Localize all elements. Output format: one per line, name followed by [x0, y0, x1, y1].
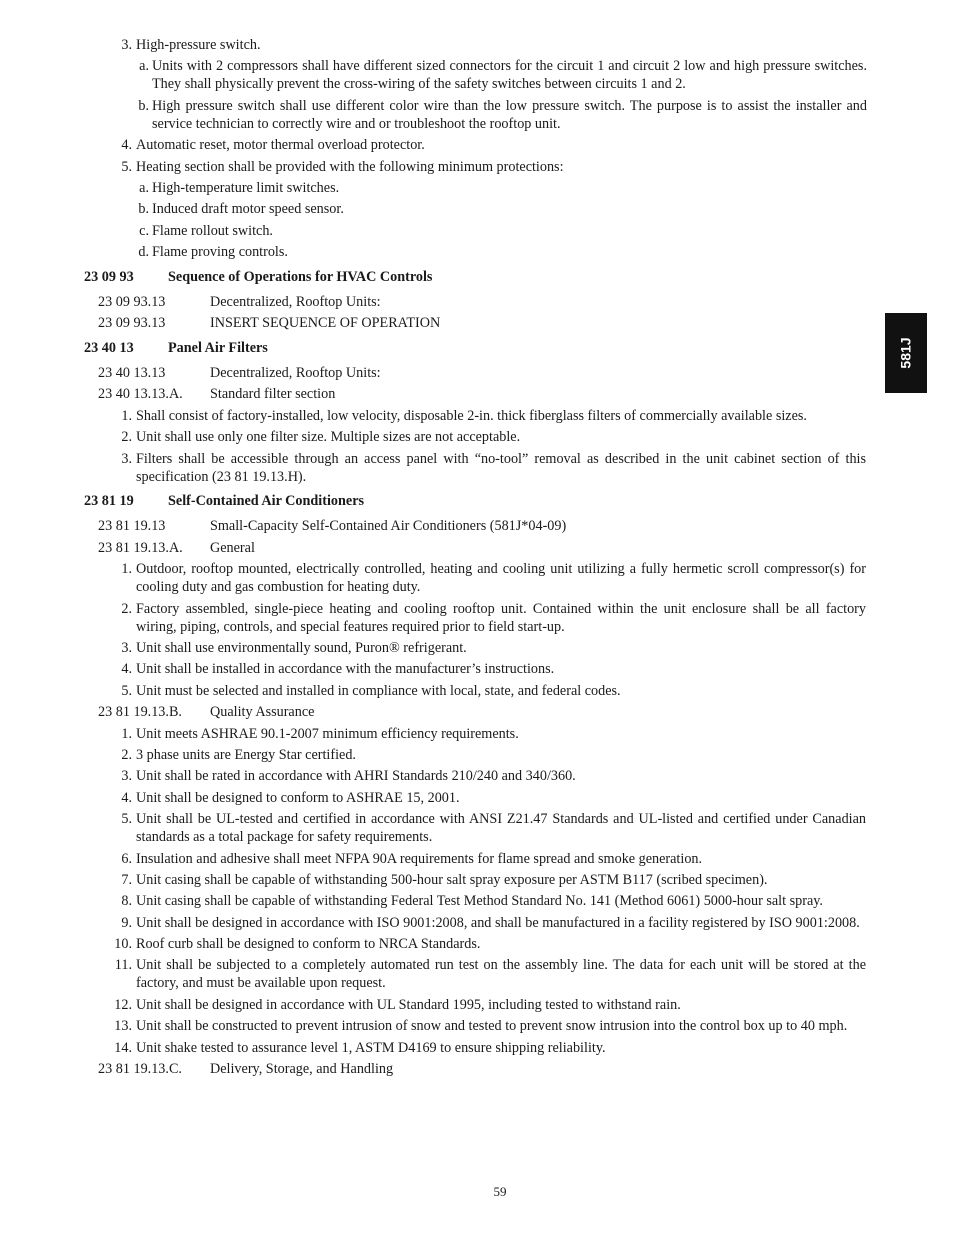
item-number: 2. [121, 600, 132, 617]
numbered-item [0, 746, 954, 764]
item-text: Unit shall be designed to conform to ASHRAE 15, 2001. [136, 789, 460, 806]
item-text: Shall consist of factory‑installed, low velocity, disposable 2‑in. thick fiberglass filters of commercially available sizes. [136, 407, 807, 424]
lettered-item [0, 57, 954, 93]
section-heading [0, 339, 954, 357]
numbered-item [0, 560, 954, 596]
subsection-code: 23 81 19.13.C. [98, 1061, 182, 1078]
item-text: Unit shall be installed in accordance with the manufacturer’s instructions. [136, 661, 555, 678]
numbered-item [0, 996, 954, 1014]
item-number: 11. [114, 957, 132, 974]
section-code: 23 40 13 [84, 339, 134, 356]
numbered-item [0, 1017, 954, 1035]
numbered-item [0, 789, 954, 807]
section-code: 23 81 19 [84, 493, 134, 510]
subsection-code: 23 81 19.13 [98, 518, 166, 535]
lettered-item [0, 200, 954, 218]
item-number: 3. [121, 37, 132, 53]
page-number: 59 [493, 1184, 507, 1199]
numbered-item [0, 1039, 954, 1057]
numbered-item [0, 725, 954, 743]
numbered-item [0, 935, 954, 953]
item-text: High‑temperature limit switches. [152, 179, 340, 196]
item-text: High‑pressure switch. [136, 37, 261, 53]
item-text: High pressure switch shall use different color wire than the low pressure switch. The purpose is to assist the installer and service technician to correctly wire and or troubleshoot the rooftop unit. [152, 97, 867, 132]
section-heading [0, 268, 954, 286]
item-text: Unit shake tested to assurance level 1, ASTM D4169 to ensure shipping reliability. [136, 1039, 606, 1056]
item-number: 1. [121, 561, 132, 578]
section-code: 23 09 93 [84, 268, 134, 285]
item-number: 3. [121, 768, 132, 785]
item-number: 3. [121, 450, 132, 467]
numbered-item [0, 682, 954, 700]
subsection-code: 23 09 93.13 [98, 293, 166, 310]
item-text: Heating section shall be provided with the following minimum protections: [136, 158, 564, 175]
item-number: 5. [121, 682, 132, 699]
subsection-code: 23 40 13.13.A. [98, 386, 183, 403]
item-text: Unit must be selected and installed in compliance with local, state, and federal codes. [136, 682, 621, 699]
item-text: Unit shall be designed in accordance with ISO 9001:2008, and shall be manufactured in a facility registered by ISO 9001:2008. [136, 914, 860, 931]
item-text: Roof curb shall be designed to conform to NRCA Standards. [136, 936, 481, 953]
numbered-item [0, 639, 954, 657]
item-number: 7. [121, 871, 132, 888]
lettered-item [0, 222, 954, 240]
subsection-title: General [210, 539, 255, 556]
item-number: 5. [121, 811, 132, 828]
item-text: Factory assembled, single‑piece heating and cooling rooftop unit. Contained within the unit enclosure shall be all factory wiring, piping, controls, and special features required prior to field start‑up. [136, 600, 866, 635]
item-number: 1. [121, 725, 132, 742]
subsection-heading [0, 364, 954, 382]
item-text: Unit shall be subjected to a completely automated run test on the assembly line. The data for each unit will be stored at the factory, and must be available upon request. [136, 957, 866, 992]
side-tab-label: 581J [898, 337, 914, 369]
item-number: 2. [121, 429, 132, 446]
numbered-item [0, 871, 954, 889]
subsection-heading [0, 1060, 954, 1078]
item-number: 14. [114, 1039, 132, 1056]
lettered-item [0, 97, 954, 133]
subsection-heading [0, 539, 954, 557]
numbered-item [0, 450, 954, 486]
item-text: Flame rollout switch. [152, 222, 273, 239]
item-number: 10. [114, 936, 132, 953]
section-heading [0, 492, 954, 510]
subsection-title: INSERT SEQUENCE OF OPERATION [210, 315, 441, 332]
subsection-code: 23 40 13.13 [98, 365, 166, 382]
item-text: Unit shall use environmentally sound, Puron® refrigerant. [136, 639, 467, 656]
item-number: 4. [121, 789, 132, 806]
subsection-code: 23 81 19.13.A. [98, 539, 183, 556]
numbered-item [0, 407, 954, 425]
numbered-item [0, 660, 954, 678]
subsection-title: Delivery, Storage, and Handling [210, 1061, 394, 1078]
lettered-item [0, 243, 954, 261]
numbered-item [0, 158, 954, 176]
item-text: Unit shall be constructed to prevent intrusion of snow and tested to prevent snow intrusion into the control box up to 40 mph. [136, 1018, 848, 1035]
side-tab-model [885, 313, 927, 393]
subsection-heading [0, 703, 954, 721]
item-number: 5. [121, 158, 132, 175]
subsection-title: Decentralized, Rooftop Units: [210, 293, 381, 310]
item-number: 2. [121, 746, 132, 763]
item-text: 3 phase units are Energy Star certified. [136, 746, 356, 763]
item-number: b. [138, 201, 149, 218]
item-text: Unit shall be designed in accordance with UL Standard 1995, including tested to withstand rain. [136, 996, 681, 1013]
item-number: a. [139, 179, 149, 196]
subsection-title: Quality Assurance [210, 704, 315, 721]
subsection-heading [0, 314, 954, 332]
numbered-item [0, 914, 954, 932]
spec-document [0, 36, 954, 1081]
numbered-item [0, 428, 954, 446]
item-text: Unit casing shall be capable of withstanding 500‑hour salt spray exposure per ASTM B117 (scribed specimen). [136, 871, 768, 888]
item-text: Unit casing shall be capable of withstanding Federal Test Method Standard No. 141 (Method 6061) 5000‑hour salt spray. [136, 893, 823, 910]
item-text: Insulation and adhesive shall meet NFPA 90A requirements for flame spread and smoke generation. [136, 850, 703, 867]
subsection-code: 23 09 93.13 [98, 315, 166, 332]
item-number: b. [138, 97, 149, 114]
numbered-item [0, 767, 954, 785]
item-number: d. [138, 244, 149, 261]
item-text: Flame proving controls. [152, 244, 288, 261]
numbered-item [0, 850, 954, 868]
item-text: Filters shall be accessible through an access panel with “no‑tool” removal as described in the unit cabinet section of this specification (23 81 19.13.H). [136, 450, 866, 485]
item-text: Unit shall be rated in accordance with AHRI Standards 210/240 and 340/360. [136, 768, 576, 785]
section-title: Self‑Contained Air Conditioners [168, 493, 365, 510]
item-text: Units with 2 compressors shall have different sized connectors for the circuit 1 and circuit 2 low and high pressure switches. They shall physically prevent the cross‑wiring of the safety switches between circuits 1 and 2. [152, 58, 867, 93]
subsection-heading [0, 293, 954, 311]
section-title: Sequence of Operations for HVAC Controls [168, 268, 433, 285]
item-number: 4. [121, 661, 132, 678]
item-number: 12. [114, 996, 132, 1013]
subsection-code: 23 81 19.13.B. [98, 704, 182, 721]
item-number: 9. [121, 914, 132, 931]
numbered-item [0, 36, 954, 54]
item-number: 13. [114, 1018, 132, 1035]
item-text: Unit meets ASHRAE 90.1‑2007 minimum efficiency requirements. [136, 725, 519, 742]
numbered-item [0, 892, 954, 910]
subsection-heading [0, 385, 954, 403]
item-number: 8. [121, 893, 132, 910]
item-number: c. [139, 222, 149, 239]
item-number: 6. [121, 850, 132, 867]
item-text: Unit shall use only one filter size. Multiple sizes are not acceptable. [136, 429, 521, 446]
numbered-item [0, 810, 954, 846]
item-number: a. [139, 58, 149, 75]
item-number: 1. [121, 407, 132, 424]
lettered-item [0, 179, 954, 197]
numbered-item [0, 956, 954, 992]
item-text: Induced draft motor speed sensor. [152, 201, 344, 218]
numbered-item [0, 600, 954, 636]
section-title: Panel Air Filters [168, 339, 268, 356]
subsection-title: Decentralized, Rooftop Units: [210, 365, 381, 382]
item-text: Unit shall be UL‑tested and certified in accordance with ANSI Z21.47 Standards and UL‑listed and certified under Canadian standards as a total package for safety requirements. [136, 811, 866, 846]
item-text: Outdoor, rooftop mounted, electrically controlled, heating and cooling unit utilizing a fully hermetic scroll compressor(s) for cooling duty and gas combustion for heating duty. [136, 561, 866, 596]
subsection-title: Small‑Capacity Self‑Contained Air Conditioners (581J*04‑09) [210, 518, 567, 535]
item-text: Automatic reset, motor thermal overload protector. [136, 137, 425, 154]
numbered-item [0, 136, 954, 154]
subsection-title: Standard filter section [210, 386, 336, 403]
item-number: 4. [121, 137, 132, 154]
item-number: 3. [121, 639, 132, 656]
subsection-heading [0, 517, 954, 535]
